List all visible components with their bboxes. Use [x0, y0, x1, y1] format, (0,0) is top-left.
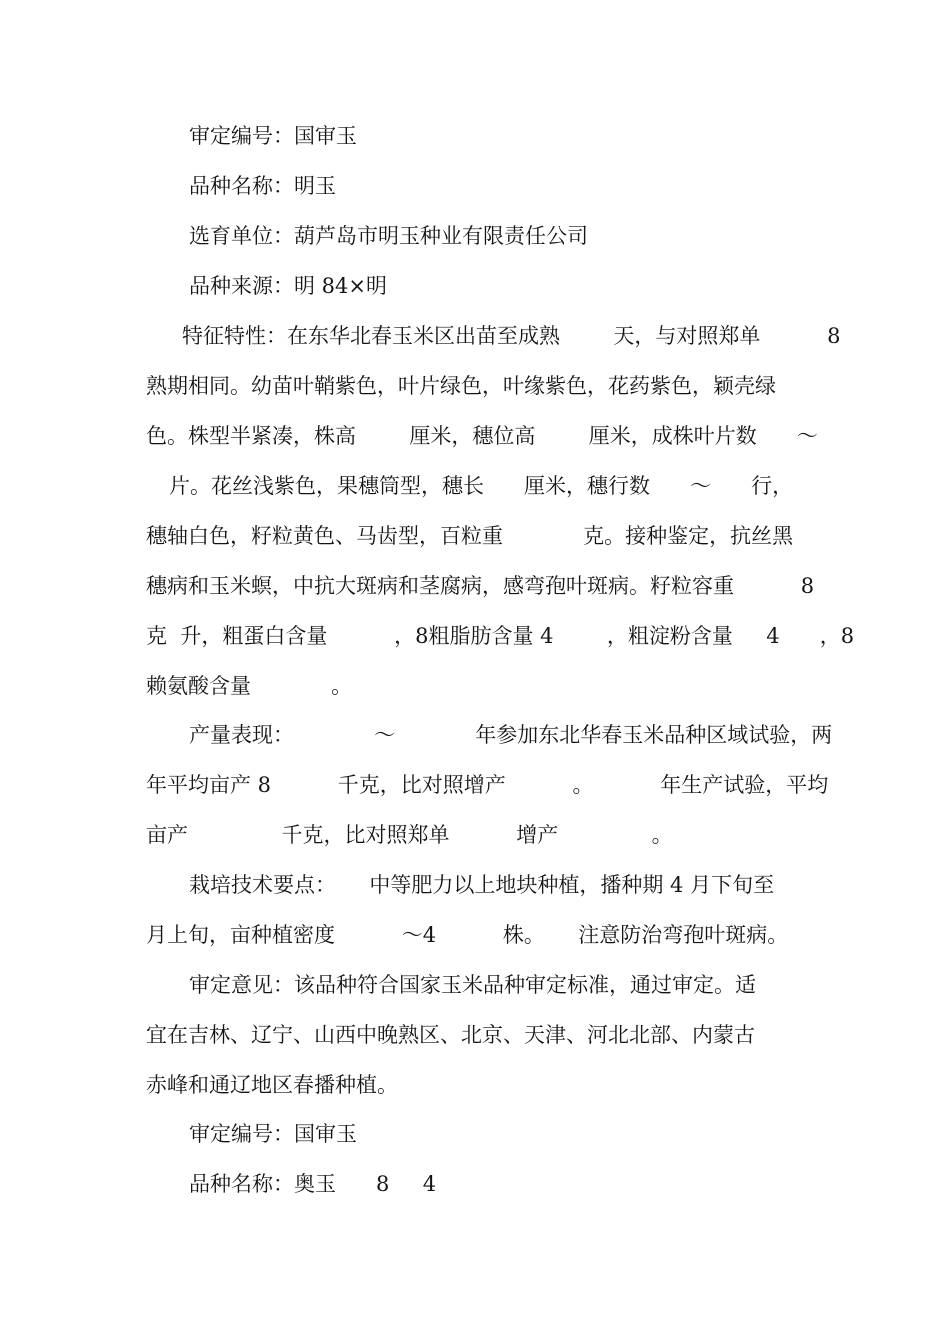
- features-line-4: 片。花丝浅紫色，果穗筒型，穗长 厘米，穗行数 ～ 行，: [169, 474, 794, 498]
- opinion-line-1: 审定意见：该品种符合国家玉米品种审定标准，通过审定。适: [189, 973, 756, 997]
- variety-source-1: 品种来源：明 84×明: [189, 274, 387, 298]
- variety-name-2: 品种名称：奥玉 8 4: [189, 1172, 437, 1196]
- yield-line-1: 产量表现： ～ 年参加东北华春玉米品种区域试验，两: [189, 723, 833, 747]
- variety-name-1: 品种名称：明玉: [189, 174, 336, 198]
- features-line-2: 熟期相同。幼苗叶鞘紫色，叶片绿色，叶缘紫色，花药紫色，颖壳绿: [146, 374, 776, 398]
- cultivation-line-2: 月上旬，亩种植密度 ～4 株。 注意防治弯孢叶斑病。: [146, 923, 789, 947]
- features-line-3: 色。株型半紧凑，株高 厘米，穗位高 厘米，成株叶片数 ～: [146, 424, 818, 448]
- features-line-7: 克 升，粗蛋白含量 ，8粗脂肪含量 4 ，粗淀粉含量 4 ，8: [146, 624, 855, 648]
- approval-number-2: 审定编号：国审玉: [189, 1122, 357, 1146]
- opinion-line-2: 宜在吉林、辽宁、山西中晚熟区、北京、天津、河北北部、内蒙古: [146, 1023, 755, 1047]
- opinion-line-3: 赤峰和通辽地区春播种植。: [146, 1073, 398, 1097]
- features-line-1: 特征特性：在东华北春玉米区出苗至成熟 天，与对照郑单 8: [182, 324, 841, 348]
- features-line-5: 穗轴白色，籽粒黄色、马齿型，百粒重 克。接种鉴定，抗丝黑: [146, 524, 794, 548]
- yield-line-2: 年平均亩产 8 千克，比对照增产 。 年生产试验，平均: [146, 773, 829, 797]
- approval-number-1: 审定编号：国审玉: [189, 124, 357, 148]
- breeder-unit-1: 选育单位：葫芦岛市明玉种业有限责任公司: [189, 224, 588, 248]
- features-line-6: 穗病和玉米螟，中抗大斑病和茎腐病，感弯孢叶斑病。籽粒容重 8: [146, 574, 815, 598]
- yield-line-3: 亩产 千克，比对照郑单 增产 。: [146, 823, 673, 847]
- cultivation-line-1: 栽培技术要点： 中等肥力以上地块种植，播种期 4 月下旬至: [189, 873, 775, 897]
- features-line-8: 赖氨酸含量 。: [146, 674, 353, 698]
